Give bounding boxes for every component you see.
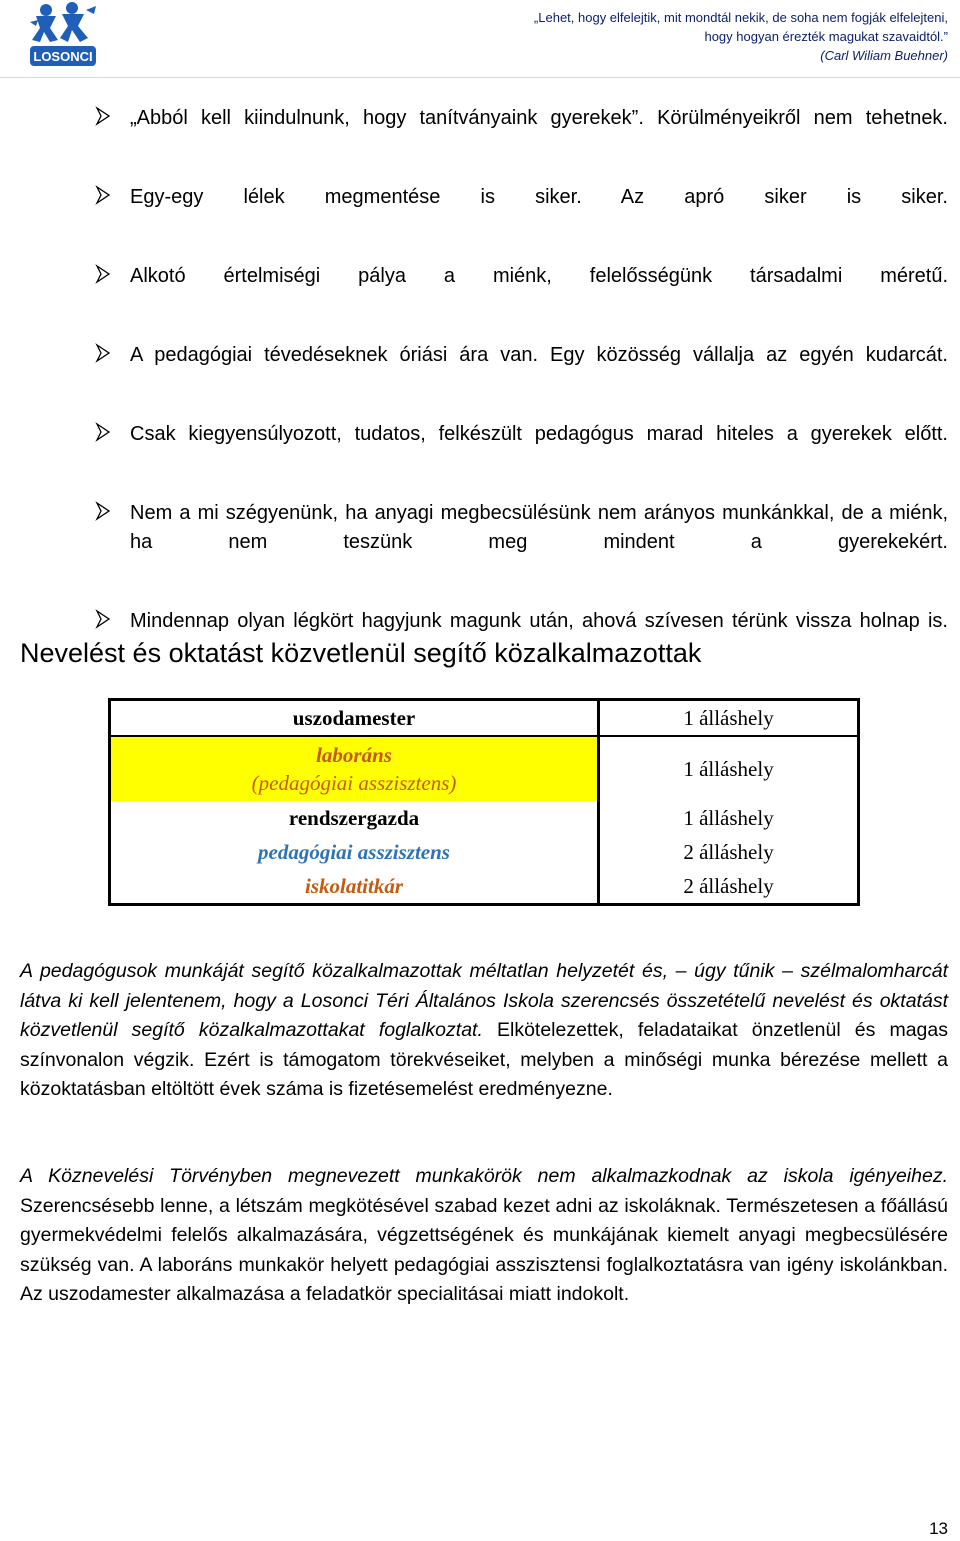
table-row [110,801,859,835]
arrow-bullet-icon [95,264,111,284]
count-cell: 1 álláshely [683,805,774,830]
paragraph-2 [20,1162,948,1310]
list-item [20,104,948,162]
role-cell: uszodamester [292,705,416,730]
list-item [20,420,948,478]
table-row [110,700,859,737]
role-subtitle: (pedagógiai asszisztens) [251,771,457,795]
paragraph-2-text: Szerencsésebb lenne, a létszám megkötésével szabad kezet adni az iskoláknak. Természetesen a főállású gyermekvédelmi felelős alkalmazására, végzettségének és munkájának kiemelt anyagi megbecsülésére szükség van. A laboráns munkakör helyett pedagógiai asszisztensi foglalkoztatásra van igény iskolánkban. Az uszodamester alkalmazása a feladatkör specialitásai miatt indokolt. [20,1194,948,1306]
list-item-text: „Abból kell kiindulnunk, hogy tanítványaink gyerekek”. Körülményeikről nem tehetnek. [130,107,948,129]
list-item [20,341,948,399]
list-item [20,183,948,241]
page-header [0,0,960,74]
list-item-text: Csak kiegyensúlyozott, tudatos, felkészült pedagógus marad hiteles a gyerekek előtt. [130,423,948,445]
page-number: 13 [929,1519,948,1538]
arrow-bullet-icon [95,343,111,363]
header-quote [388,8,948,65]
quote-line-2: hogy hogyan érezték magukat szavaidtól.” [704,29,948,44]
quote-line-1: „Lehet, hogy elfelejtik, mit mondtál nekik, de soha nem fogják elfelejteni, [533,10,948,25]
role-cell: iskolatitkár [304,873,404,898]
principles-list [20,104,948,686]
count-cell: 1 álláshely [683,756,774,781]
arrow-bullet-icon [95,422,111,442]
list-item [20,262,948,320]
arrow-bullet-icon [95,501,111,521]
arrow-bullet-icon [95,185,111,205]
staff-table [108,698,860,906]
logo-text: LOSONCI [33,49,93,64]
paragraph-1-text: Elkötelezettek, feladataikat önzetlenül és magas színvonalon végzik. Ezért is támogatom törekvéseiket, melyben a minőségi munka bérezése mellett a közoktatásban eltöltött évek száma is fizetésemelést eredményezne. [20,1019,948,1101]
table-row [110,835,859,869]
list-item-text: Alkotó értelmiségi pálya a miénk, felelősségünk társadalmi méretű. [130,265,948,287]
role-cell: rendszergazda [288,805,420,830]
quote-author: (Carl Wiliam Buehner) [820,48,948,63]
arrow-bullet-icon [95,106,111,126]
count-cell: 2 álláshely [683,839,774,864]
list-item [20,499,948,586]
table-row [110,736,859,801]
paragraph-1-italic: A pedagógusok munkáját segítő közalkalmazottak méltatlan helyzetét és, – úgy tűnik – szélmalomharcát látva ki kell jelentenem, hogy a Losonci Téri Általános Iskola szerencsés összetételű nevelést és oktatást közvetlenül segítő közalkalmazottakat foglalkoztat. [20,960,948,1042]
list-item-text: Egy-egy lélek megmentése is siker. Az apró siker is siker. [130,186,948,208]
count-cell: 2 álláshely [683,873,774,898]
role-cell: laboráns [316,743,392,767]
header-divider [0,77,960,78]
role-cell: pedagógiai asszisztens [258,839,450,864]
table-row [110,869,859,905]
count-cell: 1 álláshely [599,700,859,737]
paragraph-2-italic: A Köznevelési Törvényben megnevezett munkakörök nem alkalmazkodnak az iskola igényeihez. [20,1165,948,1187]
list-item-text: A pedagógiai tévedéseknek óriási ára van. Egy közösség vállalja az egyén kudarcát. [130,344,948,366]
list-item-text: Mindennap olyan légkört hagyjunk magunk után, ahová szívesen térünk vissza holnap is. [130,610,948,632]
losonci-logo [28,2,102,68]
arrow-bullet-icon [95,609,111,629]
paragraph-1 [20,957,948,1105]
list-item-text: Nem a mi szégyenünk, ha anyagi megbecsülésünk nem arányos munkánkkal, de a miénk, ha nem teszünk meg mindent a gyerekekért. [130,502,948,553]
section-title: Nevelést és oktatást közvetlenül segítő közalkalmazottak [20,638,702,668]
